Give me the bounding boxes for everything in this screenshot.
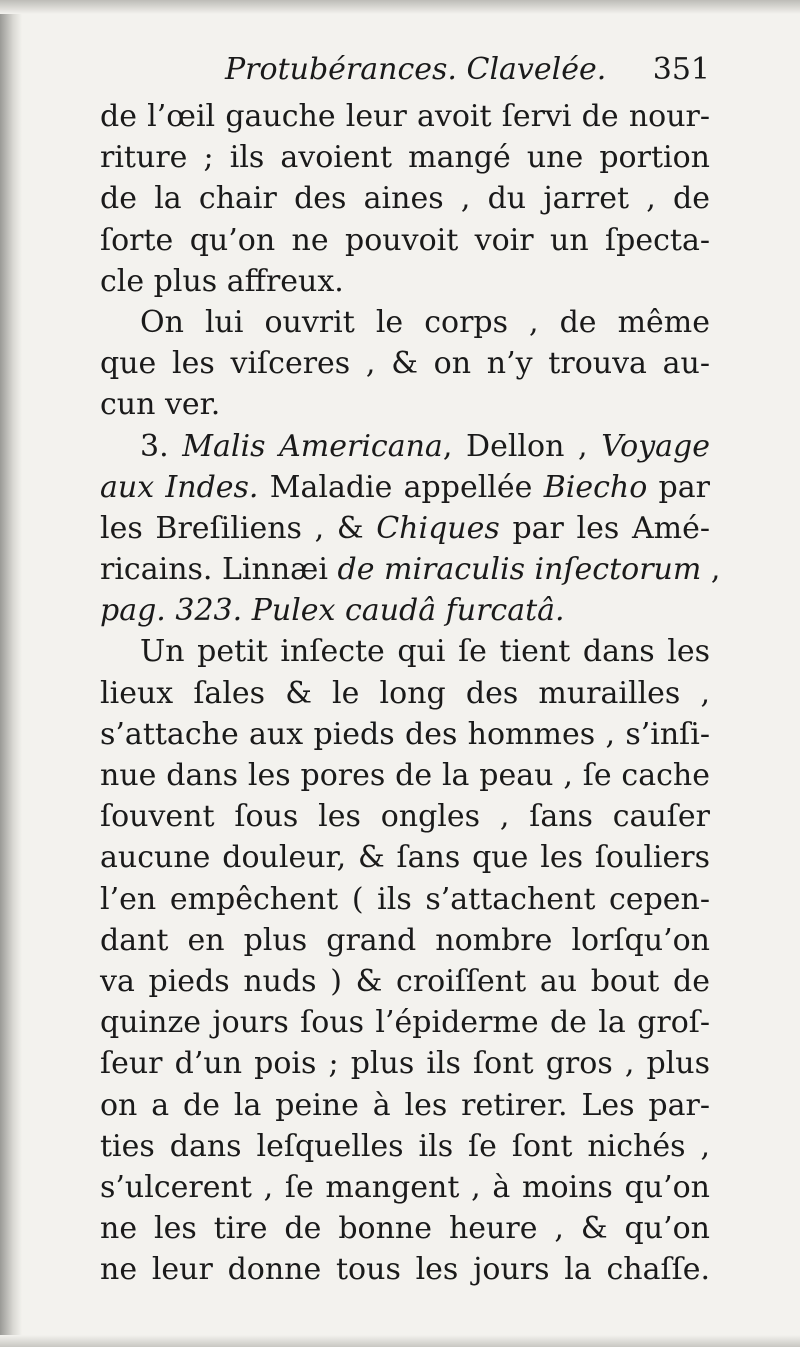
text-line [100, 755, 710, 796]
text-line [100, 1249, 710, 1290]
body-text [100, 96, 721, 1290]
text-line [100, 1002, 710, 1043]
page-bottom-edge [0, 1335, 800, 1347]
text-segment: ne leur donne tous les jours la chaſſe. [100, 1252, 710, 1288]
text-line [100, 137, 710, 178]
page-gutter-shadow [0, 0, 22, 1347]
text-line [100, 302, 710, 343]
text-line [100, 96, 710, 137]
text-line [100, 508, 710, 549]
text-segment: ſorte qu’on ne pouvoit voir un ſpecta- [100, 222, 710, 258]
text-segment: par les Amé- [499, 510, 710, 546]
text-line [100, 1043, 710, 1084]
text-line [100, 920, 710, 961]
text-segment: dant en plus grand nombre lorſqu’on [100, 922, 710, 958]
italic-text: Malis Americana [182, 428, 443, 464]
text-line [100, 796, 710, 837]
text-block [100, 52, 721, 1290]
text-segment: de la chair des aines , du jarret , de [100, 181, 710, 217]
text-line [100, 879, 710, 920]
text-line [100, 343, 710, 384]
text-segment: s’attache aux pieds des hommes , s’inſi- [100, 716, 710, 752]
text-segment: on a de la peine à les retirer. Les par- [100, 1087, 710, 1123]
text-segment: 3. [140, 428, 183, 464]
italic-text: de miraculis inſectorum [337, 552, 702, 588]
text-segment: l’en empêchent ( ils s’attachent cepen- [100, 881, 710, 917]
italic-text: Voyage [601, 428, 711, 464]
running-title: Protubérances. Clavelée. [225, 52, 607, 87]
italic-text: pag. 323. Pulex caudâ furcatâ. [100, 593, 565, 629]
text-line [100, 837, 710, 878]
text-segment: cle plus affreux. [100, 263, 344, 299]
text-segment: aucune douleur, & ſans que les ſouliers [100, 840, 710, 876]
text-segment: par [647, 469, 710, 505]
text-line [100, 467, 710, 508]
text-segment: , [701, 552, 721, 588]
text-segment: les Breſiliens , & [100, 510, 377, 546]
text-segment: ricains. Linnæi [100, 552, 338, 588]
text-line [100, 631, 710, 672]
text-line [100, 178, 710, 219]
text-segment: riture ; ils avoient mangé une portion [100, 140, 710, 176]
text-segment: quinze jours ſous l’épiderme de la groſ- [100, 1005, 710, 1041]
text-segment: s’ulcerent , ſe mangent , à moins qu’on [100, 1169, 710, 1205]
text-segment: ties dans leſquelles ils ſe ſont nichés , [100, 1128, 710, 1164]
text-line [100, 549, 721, 590]
italic-text: aux Indes. [100, 469, 259, 505]
text-segment: On lui ouvrit le corps , de même [140, 304, 710, 340]
running-header [100, 52, 710, 96]
text-line [100, 1126, 710, 1167]
italic-text: Biecho [543, 469, 648, 505]
text-line [100, 261, 710, 302]
text-line [100, 590, 710, 631]
text-segment: que les viſceres , & on n’y trouva au- [100, 346, 710, 382]
text-segment: va pieds nuds ) & croiſſent au bout de [100, 963, 710, 999]
italic-text: Chiques [376, 510, 500, 546]
text-segment: , Dellon , [442, 428, 602, 464]
page-top-edge [0, 0, 800, 14]
text-line [100, 1167, 710, 1208]
text-line [100, 384, 710, 425]
text-segment: ſeur d’un pois ; plus ils ſont gros , plus [100, 1046, 710, 1082]
text-line [100, 426, 710, 467]
page-number: 351 [652, 52, 710, 87]
text-line [100, 220, 710, 261]
text-line [100, 961, 710, 1002]
text-line [100, 714, 710, 755]
text-segment: Maladie appellée [258, 469, 544, 505]
text-line [100, 673, 710, 714]
text-segment: de l’œil gauche leur avoit ſervi de nour- [100, 99, 710, 134]
text-line [100, 1085, 710, 1126]
text-segment: ne les tire de bonne heure , & qu’on [100, 1211, 710, 1247]
text-segment: nue dans les pores de la peau , ſe cache [100, 758, 710, 793]
text-segment: ſouvent ſous les ongles , ſans cauſer [100, 799, 710, 835]
text-segment: Un petit inſecte qui ſe tient dans les [140, 634, 710, 670]
text-segment: lieux ſales & le long des murailles , [100, 675, 710, 711]
text-segment: cun ver. [100, 387, 221, 423]
text-line [100, 1208, 710, 1249]
